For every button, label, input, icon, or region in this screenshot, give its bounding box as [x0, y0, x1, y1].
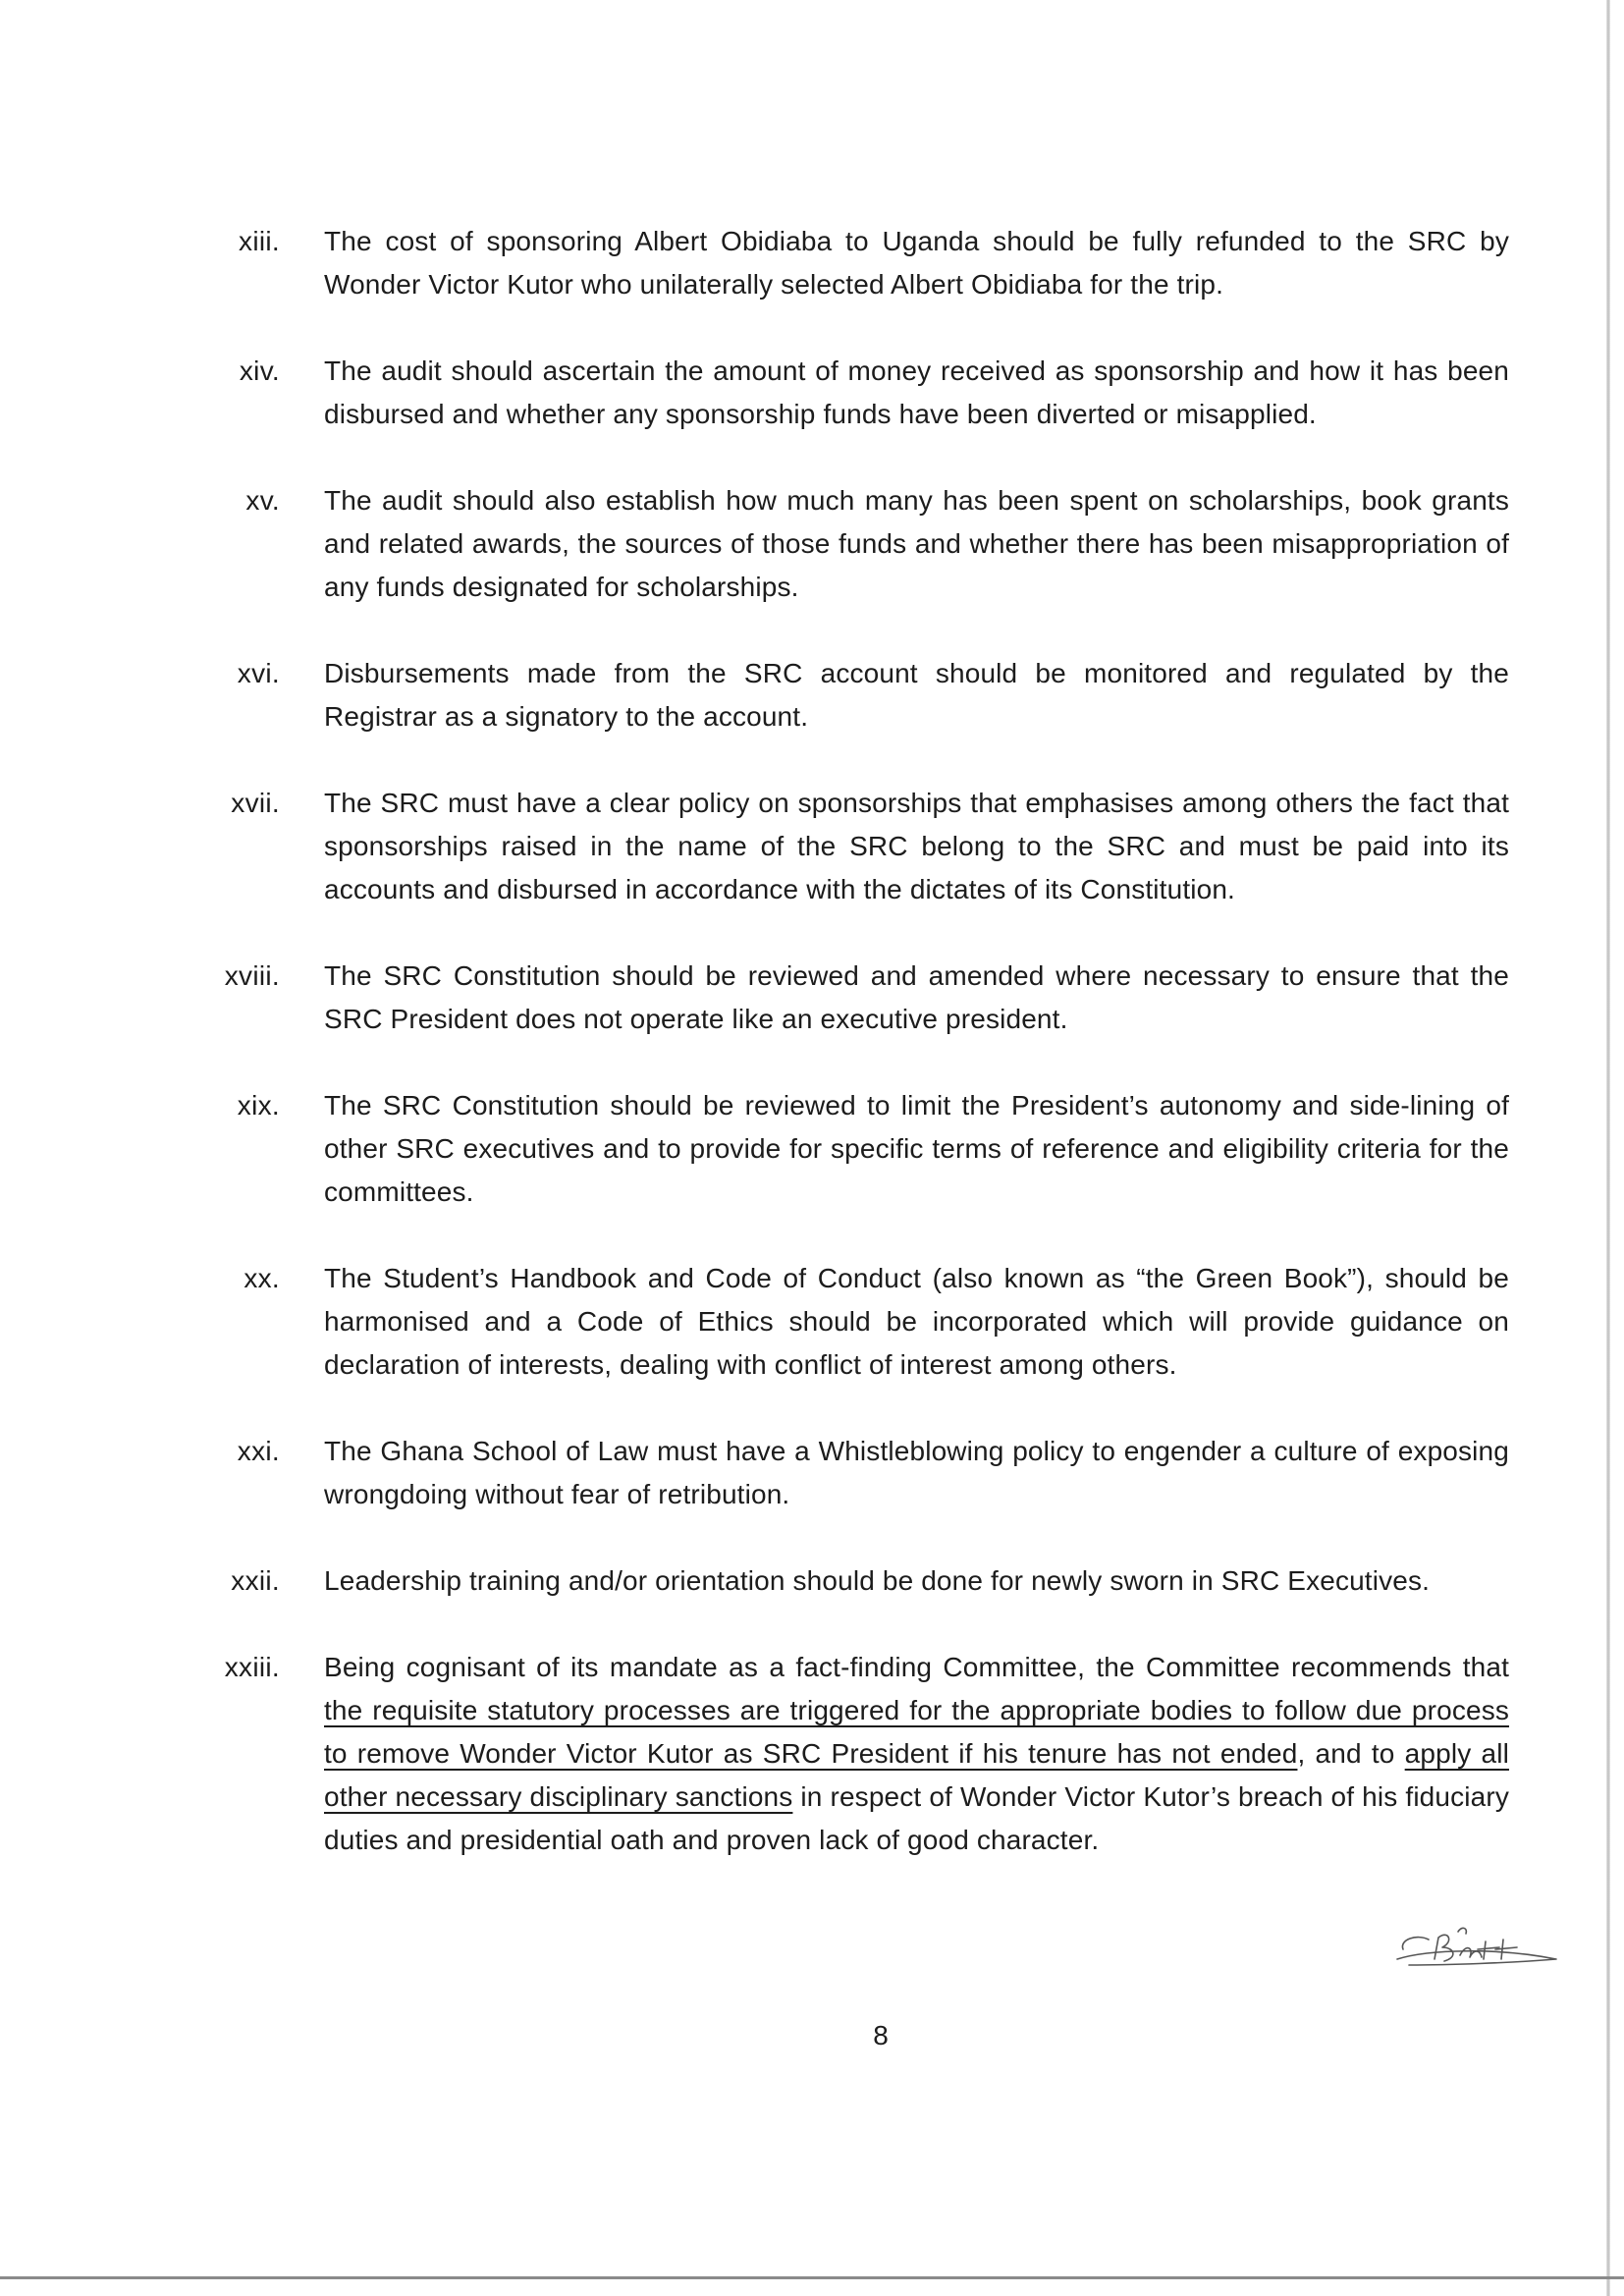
item-text: The Ghana School of Law must have a Whistleblowing policy to engender a culture of exposing wrongdoing without fear of retribution. — [324, 1436, 1509, 1509]
item-text-part: Being cognisant of its mandate as a fact-finding Committee, the Committee recommends that — [324, 1652, 1509, 1682]
item-number: xvii. — [231, 788, 280, 818]
item-text: The Student’s Handbook and Code of Conduct (also known as “the Green Book”), should be harmonised and a Code of Ethics should be incorporated which will provide guidance on declaration of interests, dealing with conflict of interest among others. — [324, 1263, 1509, 1380]
item-number: xv. — [245, 485, 280, 516]
item-number: xiii. — [239, 226, 280, 256]
item-text: The audit should also establish how much many has been spent on scholarships, book grants and related awards, the sources of those funds and whether there has been misappropriation of any funds designated for scholarships. — [324, 485, 1509, 602]
item-number: xvi. — [237, 658, 280, 688]
item-text: The SRC Constitution should be reviewed and amended where necessary to ensure that the SRC President does not operate like an executive president. — [324, 960, 1509, 1034]
underlined-text: the requisite statutory processes are triggered for the appropriate bodies to follow due process to remove Wonder Victor Kutor as SRC President if his tenure has not ended — [324, 1695, 1509, 1769]
item-number: xix. — [237, 1090, 280, 1121]
item-number: xxi. — [237, 1436, 280, 1466]
item-text-part: , and to — [1297, 1738, 1405, 1769]
item-number: xx. — [244, 1263, 280, 1293]
item-number: xiv. — [239, 355, 280, 386]
page-bottom-edge — [0, 2276, 1624, 2279]
item-text — [324, 1646, 1509, 1862]
item-text: The SRC must have a clear policy on sponsorships that emphasises among others the fact that sponsorships raised in the name of the SRC belong to the SRC and must be paid into its accounts and disbursed in accordance with the dictates of its Constitution. — [324, 788, 1509, 904]
item-number: xxiii. — [224, 1652, 280, 1682]
page-edge-shadow — [1606, 0, 1610, 2296]
item-text: The SRC Constitution should be reviewed to limit the President’s autonomy and side-lining of other SRC executives and to provide for specific terms of reference and eligibility criteria for the committees. — [324, 1090, 1509, 1207]
underlined-text: apply all other necessary disciplinary sanctions — [324, 1738, 1509, 1812]
item-number: xxii. — [231, 1565, 280, 1596]
item-text: Leadership training and/or orientation should be done for newly sworn in SRC Executives. — [324, 1565, 1431, 1596]
item-number: xviii. — [224, 960, 280, 991]
item-text: The audit should ascertain the amount of money received as sponsorship and how it has been disbursed and whether any sponsorship funds have been diverted or misapplied. — [324, 355, 1509, 429]
signature-icon — [1389, 1920, 1566, 1979]
item-text-part: in respect of Wonder Victor Kutor’s breach of his fiduciary duties and presidential oath and proven lack of good character. — [324, 1781, 1509, 1855]
item-text: The cost of sponsoring Albert Obidiaba to Uganda should be fully refunded to the SRC by Wonder Victor Kutor who unilaterally selected Albert Obidiaba for the trip. — [324, 226, 1509, 300]
item-text: Disbursements made from the SRC account should be monitored and regulated by the Registrar as a signatory to the account. — [324, 658, 1509, 732]
page-number: 8 — [873, 2020, 889, 2050]
